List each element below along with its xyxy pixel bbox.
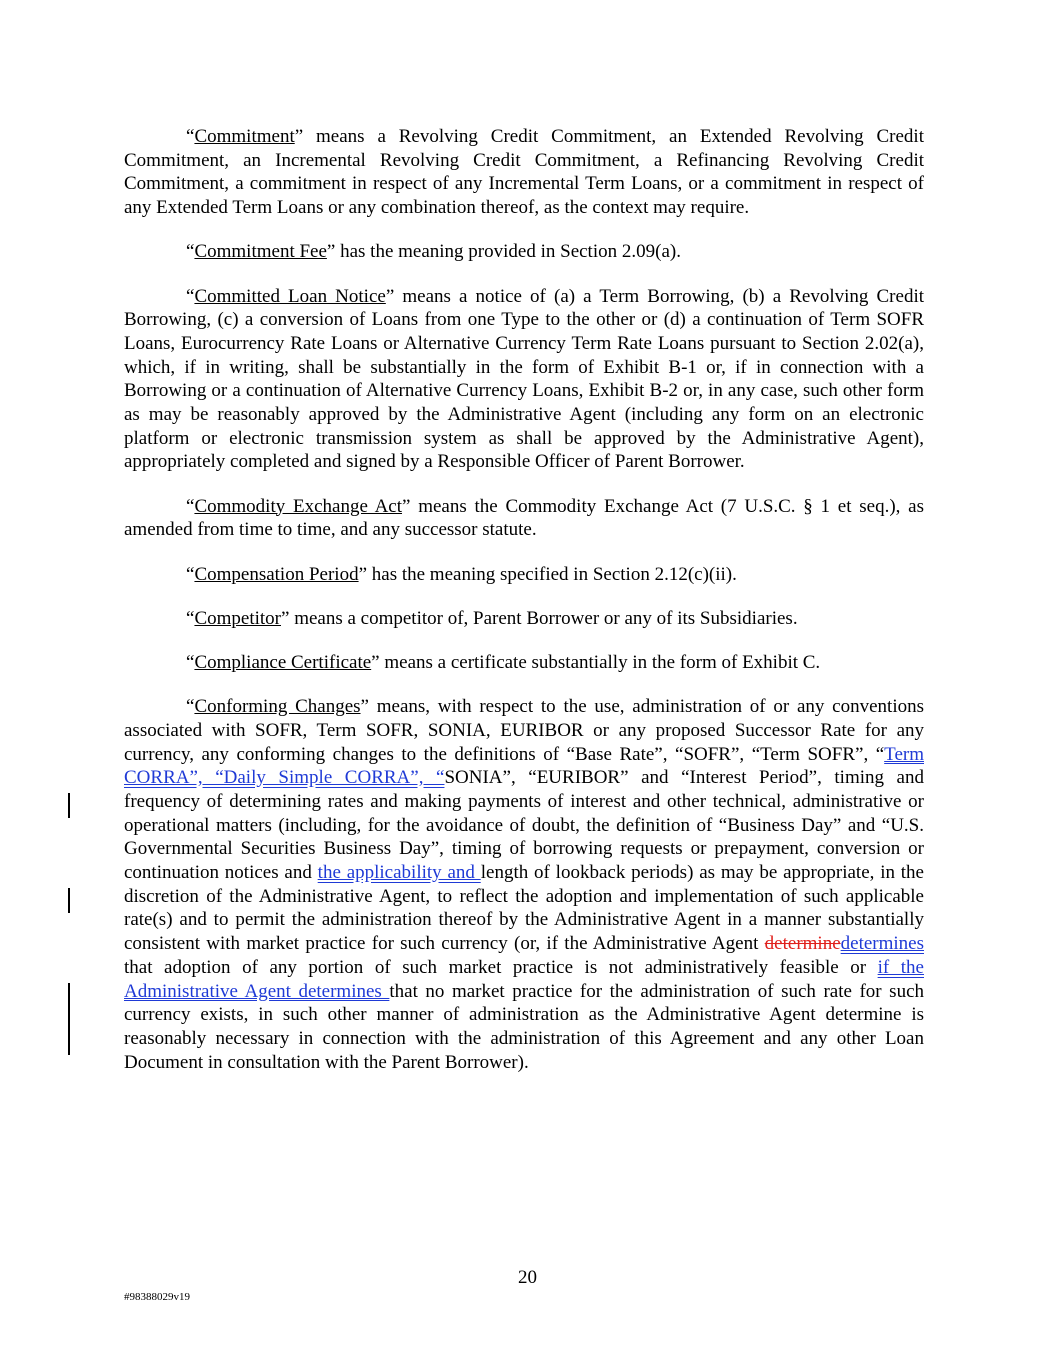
- defined-term: Commitment: [194, 126, 295, 147]
- tracked-deletion: determine: [764, 933, 841, 955]
- definition-text: SONIA”, “EURIBOR” and “Interest Period”, timing and frequency of determining rates and making payments of interest and other technical, administrative or operational matters (including, for the avoidance of doubt, the definition of “Business Day” and “U.S. Governmental Securities Business Day”, timing of borrowing requests or prepayment, conversion or continuation notices and: [124, 767, 924, 884]
- defined-term: Conforming Changes: [194, 696, 361, 718]
- definition-compliance-certificate: “Compliance Certificate” means a certificate substantially in the form of Exhibit C.: [186, 651, 821, 673]
- definition-text: means the Commodity Exchange Act (7 U.S.C. § 1 et seq.), as amended from time to time, and any successor statute.: [124, 495, 925, 541]
- tracked-insertion: Term CORRA”, “Daily Simple CORRA”, “: [124, 743, 924, 789]
- definition-text: means, with respect to the use, administration of or any conventions associated with SOFR, Term SOFR, SONIA, EURIBOR or any proposed Successor Rate for any currency, any conforming changes to the definitions of “Base Rate”, “SOFR”, “Term SOFR”, “: [124, 696, 924, 765]
- definition-text: that no market practice for the administration of such rate for such currency exists, in such other manner of administration as the Administrative Agent determine is reasonably necessary in connection with the administration of this Agreement and any other Loan Document in consultation with the Parent Borrower).: [124, 980, 924, 1073]
- tracked-insertion: the applicability and: [317, 862, 481, 884]
- definition-text: means a competitor of, Parent Borrower or any of its Subsidiaries.: [289, 607, 798, 629]
- change-bar: [68, 793, 70, 818]
- tracked-insertion: if the Administrative Agent determines: [124, 956, 924, 1002]
- change-bar: [68, 888, 70, 913]
- defined-term: Competitor: [194, 607, 281, 629]
- defined-term: Compensation Period: [194, 563, 359, 585]
- change-bar: [68, 983, 70, 1055]
- defined-term: Commitment Fee: [194, 241, 327, 263]
- definition-committed-loan-notice: “Committed Loan Notice” means a notice of (a) a Term Borrowing, (b) a Revolving Credit Borrowing, (c) a conversion of Loans from one Type to the other or (d) a continuation of Term SOFR Loans, Eurocurrency Rate Loans or Alternative Currency Term Rate Loans pursuant to Section 2.02(a), which, if in writing, shall be substantially in the form of Exhibit B-1 or, if in connection with a Borrowing or a continuation of Alternative Currency Loans, Exhibit B-2 or, in any case, such other form as may be reasonably approved by the Administrative Agent (including any form on an electronic platform or electronic transmission system as shall be approved by the Administrative Agent), appropriately completed and signed by a Responsible Officer of Parent Borrower.: [124, 285, 924, 473]
- definition-text: means a Revolving Credit Commitment, an Extended Revolving Credit Commitment, an Incremental Revolving Credit Commitment, a Refinancing Revolving Credit Commitment, a commitment in respect of any Incremental Term Loans, or a commitment in respect of any Extended Term Loans or any combination thereof, as the context may require.: [124, 126, 924, 219]
- definition-commitment-fee: “Commitment Fee” has the meaning provided in Section 2.09(a).: [186, 241, 681, 263]
- definition-text: length of lookback periods) as may be appropriate, in the discretion of the Administrative Agent, to reflect the adoption and implementation of such applicable rate(s) and to permit the administration thereof by the Administrative Agent in a manner substantially consistent with market practice for such currency (or, if the Administrative Agent: [124, 862, 924, 955]
- definition-compensation-period: “Compensation Period” has the meaning specified in Section 2.12(c)(ii).: [186, 563, 737, 585]
- defined-term: Commodity Exchange Act: [194, 495, 403, 517]
- definition-competitor: “Competitor” means a competitor of, Parent Borrower or any of its Subsidiaries.: [186, 607, 798, 629]
- definition-commodity-exchange-act: “Commodity Exchange Act” means the Commodity Exchange Act (7 U.S.C. § 1 et seq.), as amended from time to time, and any successor statute.: [124, 495, 925, 541]
- document-body: [124, 125, 924, 1095]
- definition-commitment: “Commitment” means a Revolving Credit Commitment, an Extended Revolving Credit Commitment, an Incremental Revolving Credit Commitment, a Refinancing Revolving Credit Commitment, a commitment in respect of any Incremental Term Loans, or a commitment in respect of any Extended Term Loans or any combination thereof, as the context may require.: [124, 126, 924, 219]
- document-id: #98388029v19: [124, 1291, 190, 1303]
- defined-term: Committed Loan Notice: [194, 285, 386, 307]
- definition-conforming-changes: “Conforming Changes” means, with respect to the use, administration of or any conventions associated with SOFR, Term SOFR, SONIA, EURIBOR or any proposed Successor Rate for any currency, any conforming changes to the definitions of “Base Rate”, “SOFR”, “Term SOFR”, “Term CORRA”, “Daily Simple CORRA”, “SONIA”, “EURIBOR” and “Interest Period”, timing and frequency of determining rates and making payments of interest and other technical, administrative or operational matters (including, for the avoidance of doubt, the definition of “Business Day” and “U.S. Governmental Securities Business Day”, timing of borrowing requests or prepayment, conversion or continuation notices and the applicability and length of lookback periods) as may be appropriate, in the discretion of the Administrative Agent, to reflect the adoption and implementation of such applicable rate(s) and to permit the administration thereof by the Administrative Agent in a manner substantially consistent with market practice for such currency (or, if the Administrative Agent determinedetermines that adoption of any portion of such market practice is not administratively feasible or if the Administrative Agent determines that no market practice for the administration of such rate for such currency exists, in such other manner of administration as the Administrative Agent determine is reasonably necessary in connection with the administration of this Agreement and any other Loan Document in consultation with the Parent Borrower).: [124, 696, 924, 1073]
- definition-text: has the meaning provided in Section 2.09(a).: [335, 241, 681, 263]
- defined-term: Compliance Certificate: [194, 651, 372, 673]
- definition-text: has the meaning specified in Section 2.12(c)(ii).: [367, 563, 737, 585]
- definition-text: that adoption of any portion of such market practice is not administratively feasible or: [124, 956, 878, 978]
- page-number: 20: [518, 1267, 537, 1288]
- definition-text: means a notice of (a) a Term Borrowing, (b) a Revolving Credit Borrowing, (c) a conversion of Loans from one Type to the other or (d) a continuation of Term SOFR Loans, Eurocurrency Rate Loans or Alternative Currency Term Rate Loans pursuant to Section 2.02(a), which, if in writing, shall be substantially in the form of Exhibit B-1 or, if in connection with a Borrowing or a continuation of Alternative Currency Loans, Exhibit B-2 or, in any case, such other form as may be reasonably approved by the Administrative Agent (including any form on an electronic platform or electronic transmission system as shall be approved by the Administrative Agent), appropriately completed and signed by a Responsible Officer of Parent Borrower.: [124, 285, 924, 473]
- tracked-insertion: determines: [840, 933, 924, 955]
- definition-text: means a certificate substantially in the form of Exhibit C.: [379, 651, 821, 673]
